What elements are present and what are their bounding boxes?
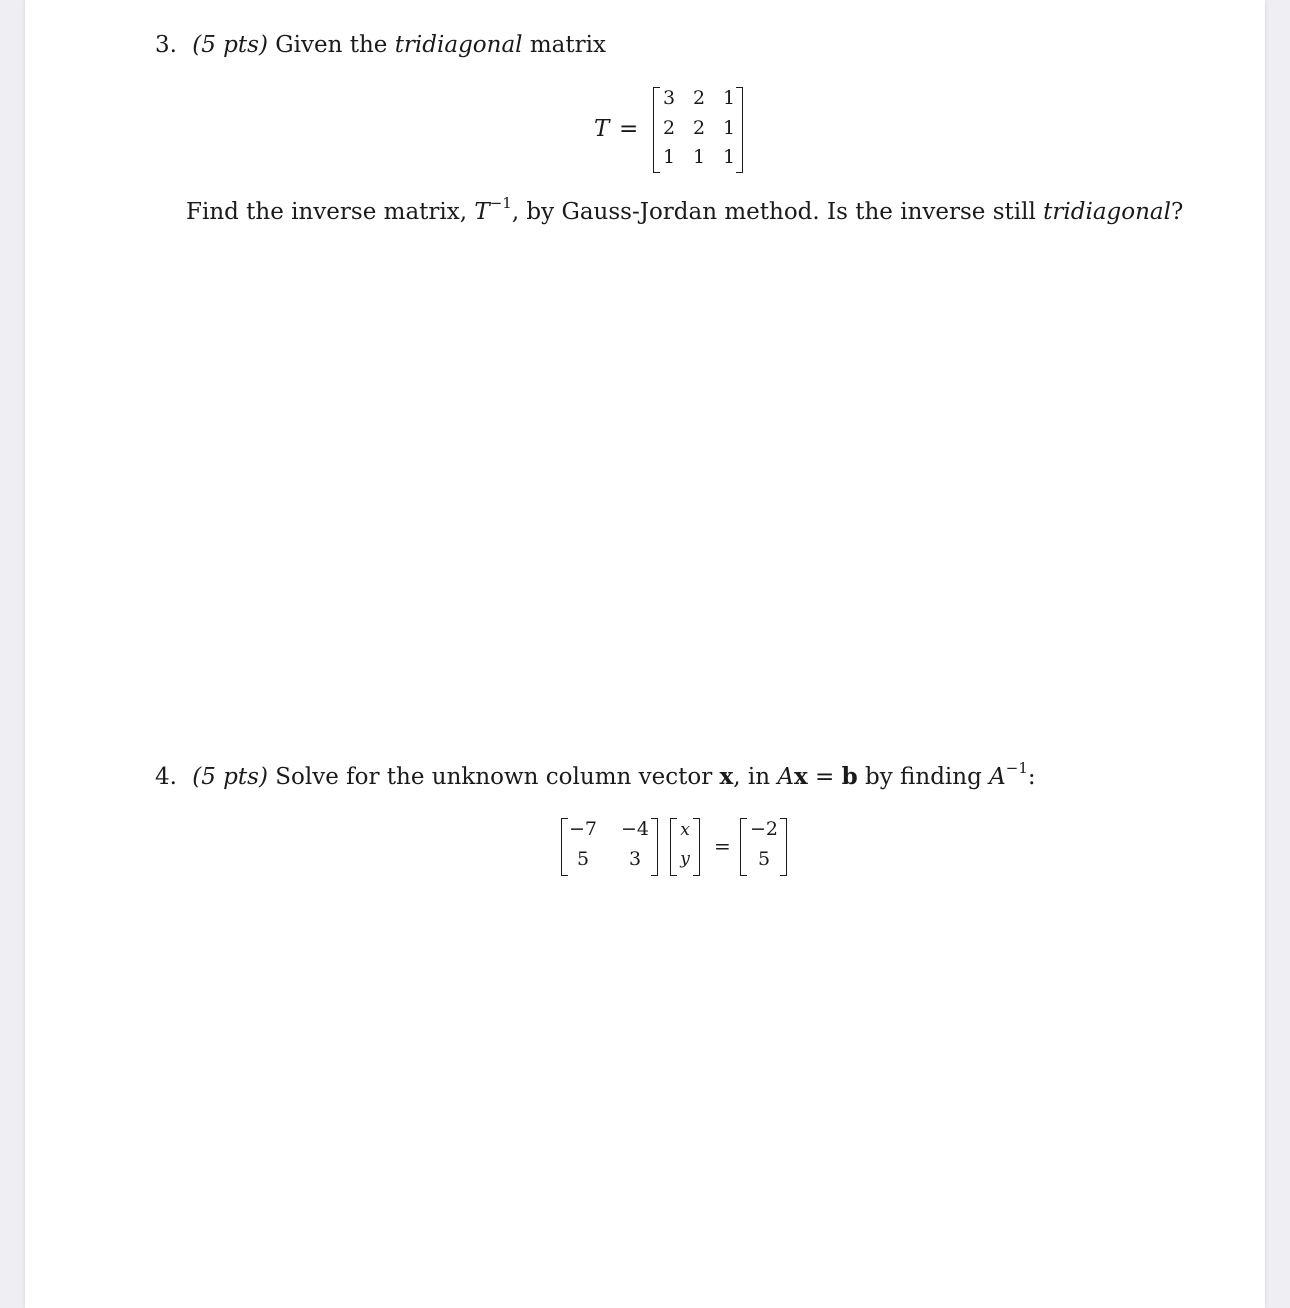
q3-points: (5 pts) xyxy=(192,32,268,58)
q3-task-symbol: T xyxy=(474,199,490,225)
q4-vector-x: x xyxy=(719,763,734,790)
q4-points: (5 pts) xyxy=(192,764,268,790)
matrix-T-cell: 1 xyxy=(692,146,706,168)
q3-task-superscript: −1 xyxy=(489,194,512,213)
q3-task-term: tridiagonal xyxy=(1043,199,1171,225)
q3-intro-2: matrix xyxy=(529,32,606,58)
system-equals: = xyxy=(714,834,731,858)
q4-eq-x: x xyxy=(793,763,808,790)
matrix-T-cell: 1 xyxy=(662,146,676,168)
matrix-T-cell: 2 xyxy=(662,117,676,139)
q3-number: 3. xyxy=(155,32,177,58)
q3-task-2: , by Gauss-Jordan method. Is the inverse still xyxy=(511,199,1036,225)
matrix-T-cell: 1 xyxy=(722,87,736,109)
q4-text-2: , in xyxy=(733,764,771,790)
vector-b-cell: 5 xyxy=(757,848,771,870)
q3-intro-term: tridiagonal xyxy=(394,32,523,58)
matrix-T-cell: 1 xyxy=(722,146,736,168)
q4-inv-superscript: −1 xyxy=(1005,759,1028,778)
question-3-header xyxy=(155,31,606,59)
q4-eq-b: b xyxy=(841,763,858,790)
q4-text-3: by finding xyxy=(865,764,982,790)
matrix-T-name: T xyxy=(594,116,610,142)
matrix-A-cell: 3 xyxy=(628,848,642,870)
matrix-T-cell: 2 xyxy=(692,87,706,109)
q4-text-1: Solve for the unknown column vector xyxy=(275,764,713,790)
question-4-header xyxy=(155,759,1036,791)
matrix-A-cell: −7 xyxy=(568,818,597,840)
q4-eq-equals: = xyxy=(815,764,835,790)
q4-text-end: : xyxy=(1027,764,1036,790)
matrix-T-cell: 1 xyxy=(722,117,736,139)
question-3-task xyxy=(186,194,1184,226)
worksheet-page xyxy=(25,0,1265,1308)
q3-intro-1: Given the xyxy=(275,32,388,58)
vector-unknown-cell: x xyxy=(680,820,690,840)
q4-inv-A: A xyxy=(989,764,1006,790)
q4-eq-A: A xyxy=(777,764,794,790)
q4-number: 4. xyxy=(155,764,177,790)
matrix-T-cell: 3 xyxy=(662,87,676,109)
vector-unknown-cell: y xyxy=(680,849,690,869)
vector-b-cell: −2 xyxy=(749,818,778,840)
matrix-A-cell: 5 xyxy=(576,848,590,870)
q3-task-1: Find the inverse matrix, xyxy=(186,199,468,225)
matrix-T-cell: 2 xyxy=(692,117,706,139)
matrix-A-cell: −4 xyxy=(620,818,649,840)
matrix-T-equals: = xyxy=(619,116,639,142)
q3-task-end: ? xyxy=(1170,199,1184,225)
